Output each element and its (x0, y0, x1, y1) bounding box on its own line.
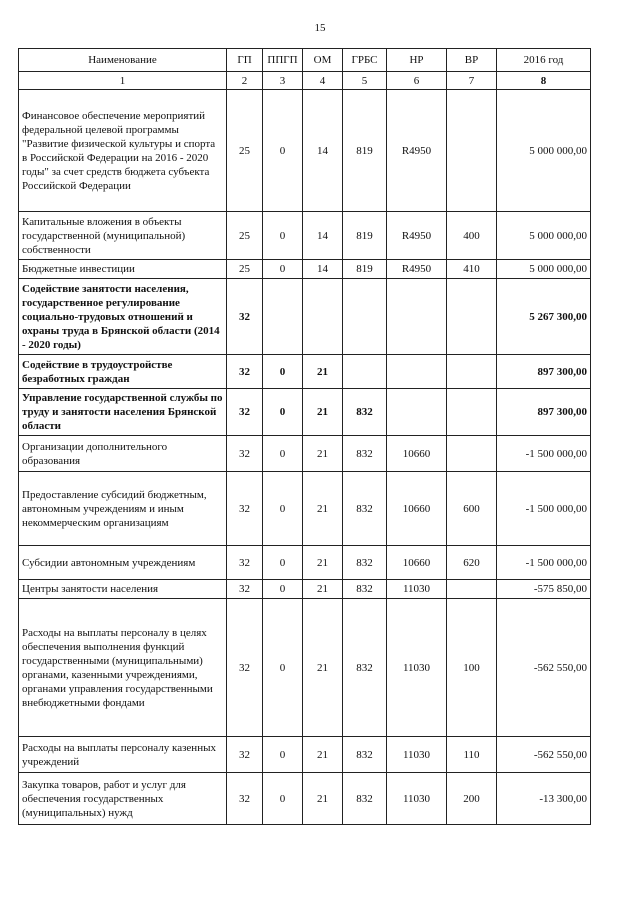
row-grbs: 832 (343, 546, 387, 580)
row-vr: 200 (447, 773, 497, 825)
column-number-row (19, 72, 591, 90)
row-name: Расходы на выплаты персоналу казенных учреждений (19, 737, 227, 773)
row-grbs (343, 279, 387, 355)
row-gp: 32 (227, 737, 263, 773)
row-gp: 32 (227, 389, 263, 436)
table-row (19, 472, 591, 546)
column-number: 7 (447, 72, 497, 90)
row-amount: 5 000 000,00 (497, 260, 591, 279)
row-gp: 32 (227, 436, 263, 472)
row-grbs: 819 (343, 90, 387, 212)
row-name: Субсидии автономным учреждениям (19, 546, 227, 580)
header-ppgp: ППГП (263, 49, 303, 72)
row-om: 14 (303, 260, 343, 279)
budget-table (18, 48, 591, 825)
row-gp: 32 (227, 546, 263, 580)
row-gp: 32 (227, 472, 263, 546)
row-gp: 32 (227, 580, 263, 599)
row-nr: 11030 (387, 580, 447, 599)
row-name: Содействие занятости населения, государственное регулирование социально-трудовых отношений и охраны труда в Брянской области (2014 - 2020 годы) (19, 279, 227, 355)
row-name: Закупка товаров, работ и услуг для обеспечения государственных (муниципальных) нужд (19, 773, 227, 825)
row-amount: -562 550,00 (497, 737, 591, 773)
row-om: 21 (303, 580, 343, 599)
header-name: Наименование (19, 49, 227, 72)
row-ppgp: 0 (263, 546, 303, 580)
row-name: Управление государственной службы по труду и занятости населения Брянской области (19, 389, 227, 436)
row-nr: R4950 (387, 90, 447, 212)
row-name: Центры занятости населения (19, 580, 227, 599)
row-vr: 600 (447, 472, 497, 546)
row-ppgp: 0 (263, 212, 303, 260)
row-vr (447, 580, 497, 599)
row-gp: 25 (227, 90, 263, 212)
row-amount: -1 500 000,00 (497, 546, 591, 580)
row-ppgp: 0 (263, 599, 303, 737)
column-number: 4 (303, 72, 343, 90)
row-ppgp: 0 (263, 389, 303, 436)
row-grbs: 832 (343, 773, 387, 825)
table-row (19, 546, 591, 580)
column-number: 3 (263, 72, 303, 90)
row-name: Бюджетные инвестиции (19, 260, 227, 279)
row-name: Предоставление субсидий бюджетным, автономным учреждениям и иным некоммерческим организациям (19, 472, 227, 546)
row-grbs: 832 (343, 389, 387, 436)
row-vr: 400 (447, 212, 497, 260)
row-amount: 5 267 300,00 (497, 279, 591, 355)
row-nr (387, 389, 447, 436)
row-name: Расходы на выплаты персоналу в целях обеспечения выполнения функций государственными (муниципальными) органами, казенными учреждениями, органами управления государственными внебюджетными фондами (19, 599, 227, 737)
row-ppgp: 0 (263, 260, 303, 279)
row-vr: 110 (447, 737, 497, 773)
row-nr: 11030 (387, 737, 447, 773)
row-vr (447, 436, 497, 472)
row-grbs (343, 355, 387, 389)
row-amount: -1 500 000,00 (497, 436, 591, 472)
row-vr: 410 (447, 260, 497, 279)
row-amount: -1 500 000,00 (497, 472, 591, 546)
header-year: 2016 год (497, 49, 591, 72)
row-grbs: 832 (343, 580, 387, 599)
row-vr (447, 90, 497, 212)
row-vr (447, 355, 497, 389)
row-om: 21 (303, 436, 343, 472)
row-ppgp: 0 (263, 773, 303, 825)
table-row (19, 580, 591, 599)
table-row (19, 90, 591, 212)
column-number: 8 (497, 72, 591, 90)
header-row (19, 49, 591, 72)
row-name: Финансовое обеспечение мероприятий федеральной целевой программы "Развитие физической культуры и спорта в Российской Федерации на 2016 - 2020 годы" за счет средств бюджета субъекта Российской Федерации (19, 90, 227, 212)
row-nr: 10660 (387, 436, 447, 472)
table-row (19, 279, 591, 355)
row-grbs: 819 (343, 212, 387, 260)
row-gp: 32 (227, 355, 263, 389)
row-amount: -13 300,00 (497, 773, 591, 825)
row-ppgp: 0 (263, 355, 303, 389)
column-number: 6 (387, 72, 447, 90)
row-nr: 11030 (387, 773, 447, 825)
row-vr (447, 389, 497, 436)
row-name: Содействие в трудоустройстве безработных граждан (19, 355, 227, 389)
table-row (19, 212, 591, 260)
row-om: 14 (303, 90, 343, 212)
row-amount: 5 000 000,00 (497, 90, 591, 212)
row-ppgp (263, 279, 303, 355)
row-om: 21 (303, 773, 343, 825)
page-number: 15 (314, 22, 326, 34)
row-om: 21 (303, 472, 343, 546)
row-amount: -575 850,00 (497, 580, 591, 599)
header-grbs: ГРБС (343, 49, 387, 72)
row-nr (387, 279, 447, 355)
table-row (19, 260, 591, 279)
row-nr: 10660 (387, 472, 447, 546)
table-row (19, 389, 591, 436)
row-name: Организации дополнительного образования (19, 436, 227, 472)
table-row (19, 355, 591, 389)
row-vr: 100 (447, 599, 497, 737)
table-row (19, 436, 591, 472)
row-ppgp: 0 (263, 90, 303, 212)
row-amount: -562 550,00 (497, 599, 591, 737)
row-om: 21 (303, 389, 343, 436)
table-body (19, 90, 591, 825)
row-om: 21 (303, 546, 343, 580)
row-nr: 10660 (387, 546, 447, 580)
table-row (19, 773, 591, 825)
row-amount: 897 300,00 (497, 355, 591, 389)
row-nr: R4950 (387, 260, 447, 279)
row-om: 14 (303, 212, 343, 260)
row-ppgp: 0 (263, 436, 303, 472)
header-nr: НР (387, 49, 447, 72)
row-gp: 25 (227, 212, 263, 260)
row-vr (447, 279, 497, 355)
header-om: ОМ (303, 49, 343, 72)
row-nr (387, 355, 447, 389)
column-number: 5 (343, 72, 387, 90)
row-grbs: 832 (343, 599, 387, 737)
row-om: 21 (303, 599, 343, 737)
row-grbs: 832 (343, 436, 387, 472)
row-nr: R4950 (387, 212, 447, 260)
table-row (19, 599, 591, 737)
row-name: Капитальные вложения в объекты государственной (муниципальной) собственности (19, 212, 227, 260)
header-gp: ГП (227, 49, 263, 72)
header-vr: ВР (447, 49, 497, 72)
row-ppgp: 0 (263, 580, 303, 599)
row-gp: 32 (227, 773, 263, 825)
row-gp: 32 (227, 279, 263, 355)
row-om: 21 (303, 355, 343, 389)
row-gp: 25 (227, 260, 263, 279)
row-amount: 897 300,00 (497, 389, 591, 436)
row-om: 21 (303, 737, 343, 773)
column-number: 2 (227, 72, 263, 90)
row-vr: 620 (447, 546, 497, 580)
row-grbs: 819 (343, 260, 387, 279)
row-ppgp: 0 (263, 472, 303, 546)
column-number: 1 (19, 72, 227, 90)
table-row (19, 737, 591, 773)
row-amount: 5 000 000,00 (497, 212, 591, 260)
row-gp: 32 (227, 599, 263, 737)
row-grbs: 832 (343, 472, 387, 546)
row-grbs: 832 (343, 737, 387, 773)
row-nr: 11030 (387, 599, 447, 737)
row-om (303, 279, 343, 355)
row-ppgp: 0 (263, 737, 303, 773)
